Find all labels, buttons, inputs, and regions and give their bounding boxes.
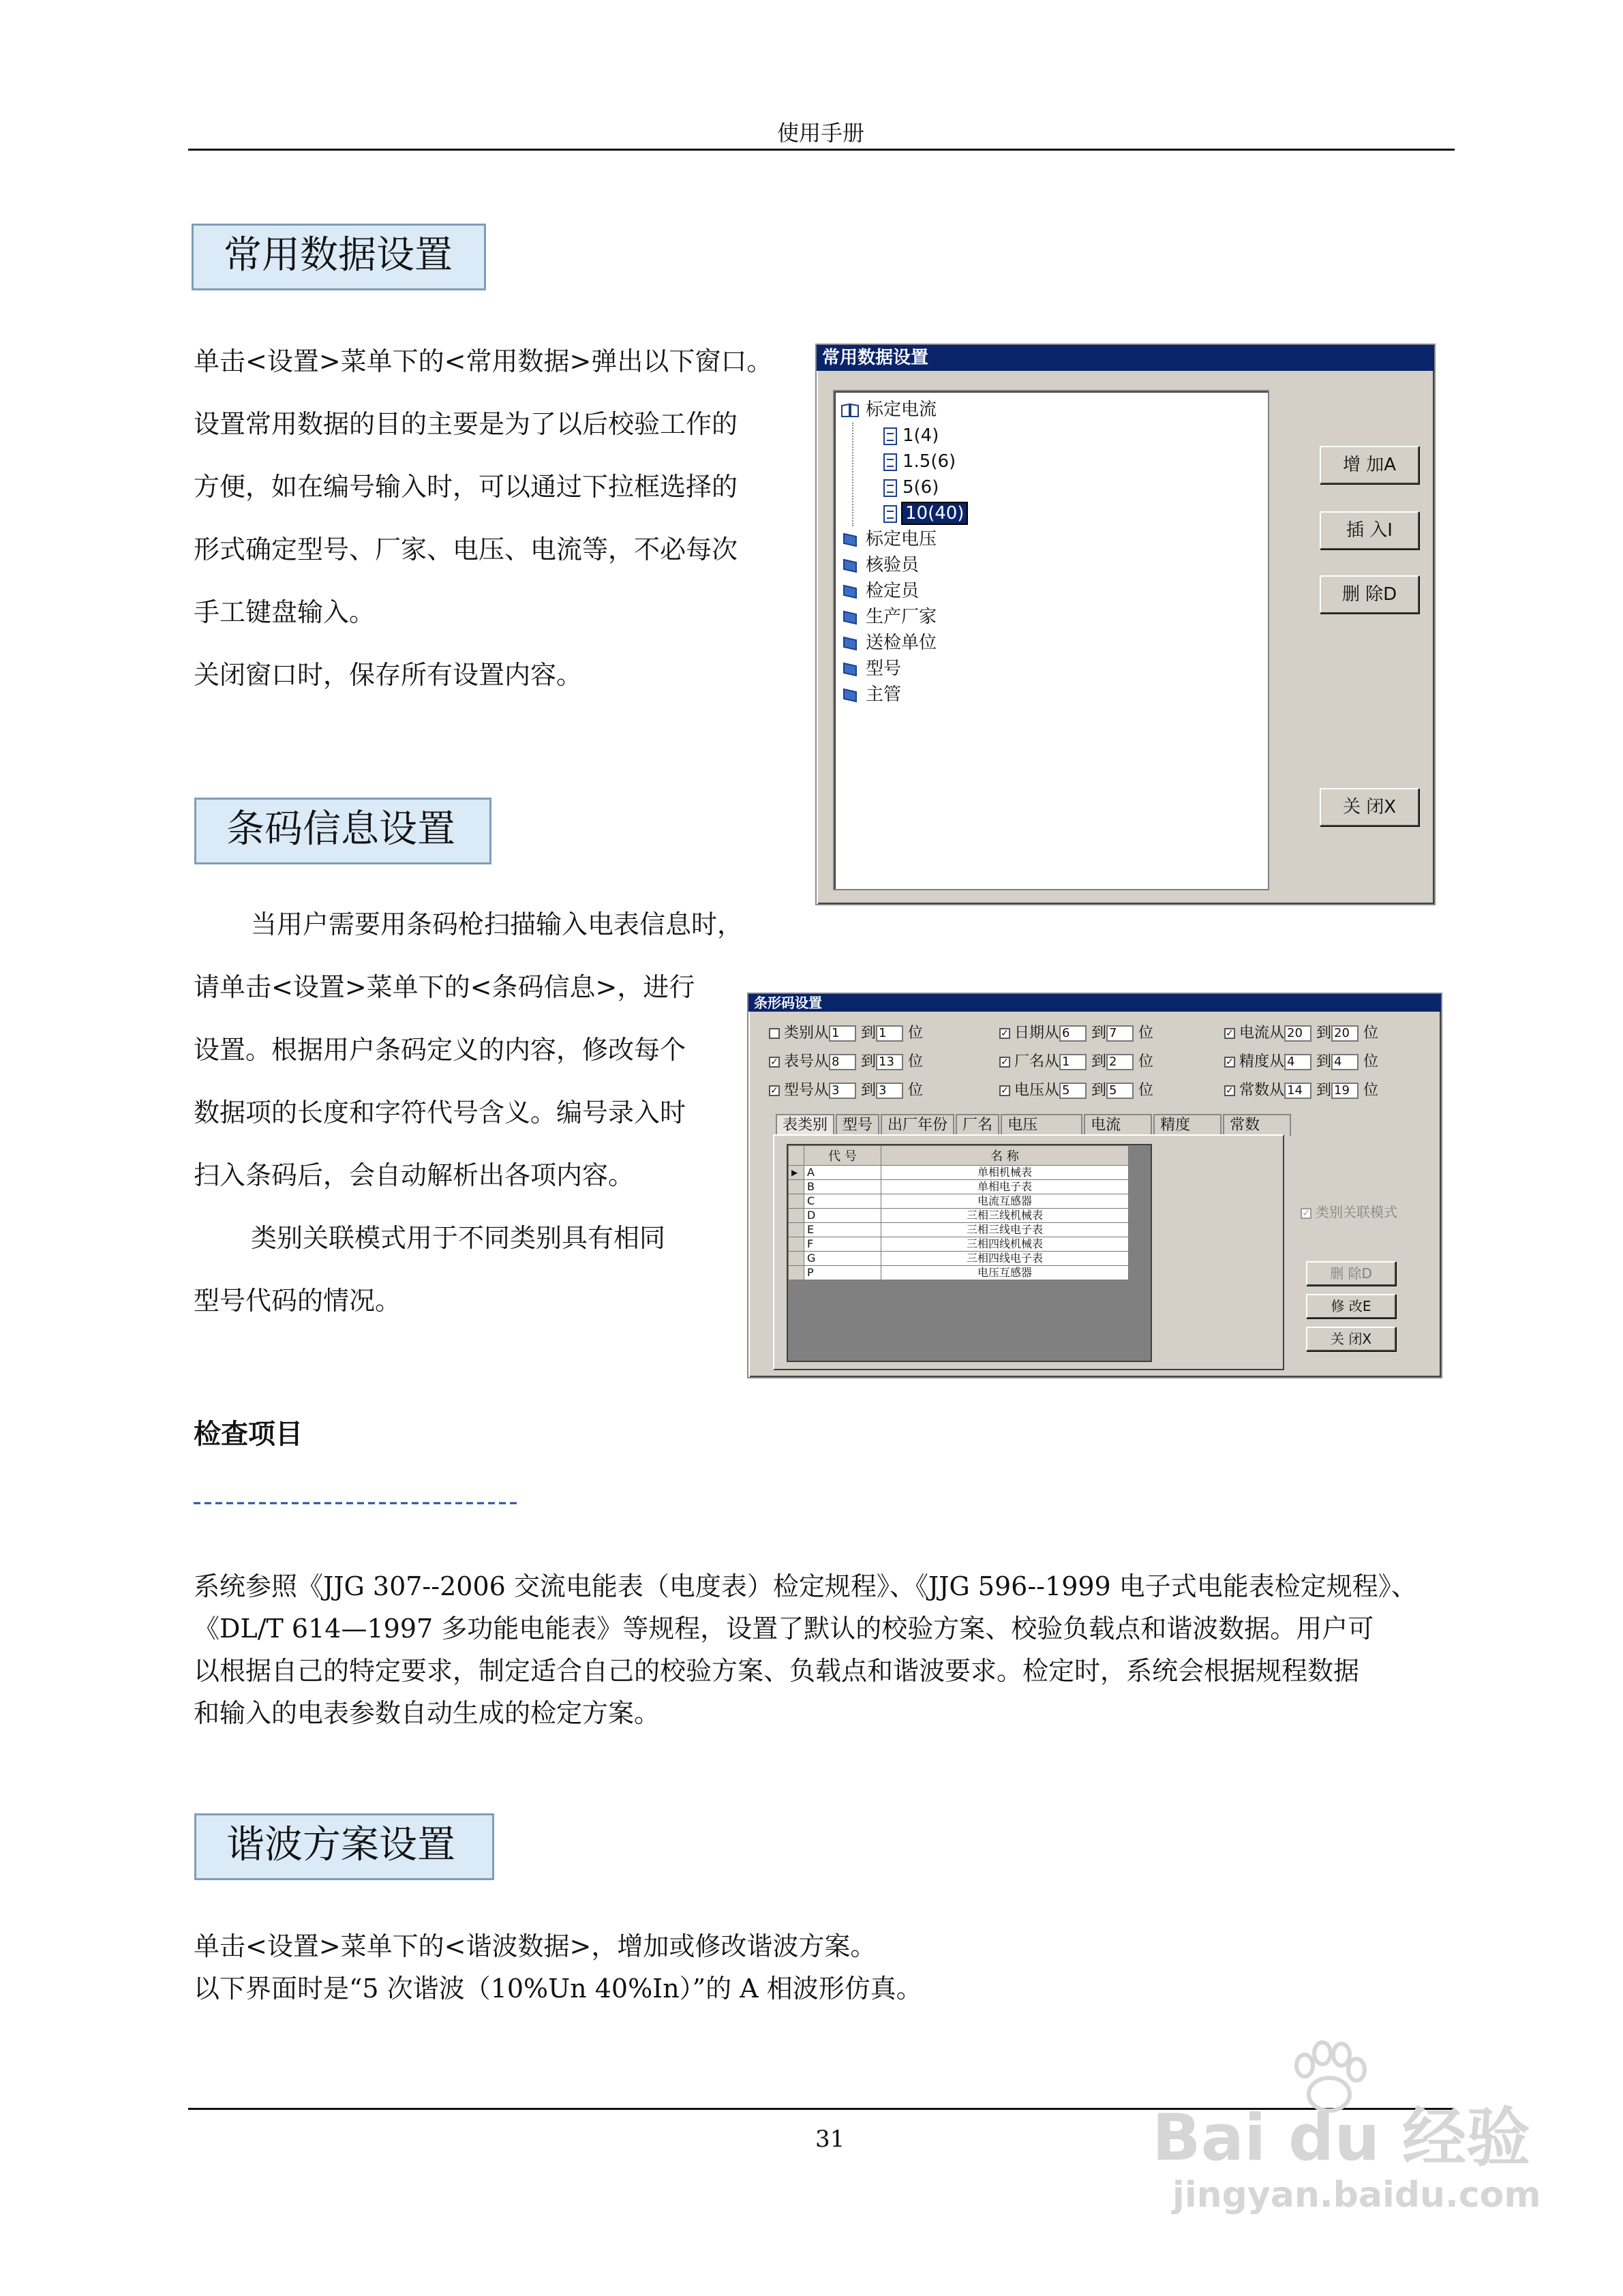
code-cell[interactable]: P bbox=[804, 1266, 881, 1280]
name-cell[interactable]: 电压互感器 bbox=[881, 1266, 1129, 1280]
to-label: 到 bbox=[861, 1053, 877, 1070]
to-input[interactable]: 19 bbox=[1331, 1083, 1359, 1099]
text-line: 以下界面时是“5 次谐波（10%Un 40%In）”的 A 相波形仿真。 bbox=[194, 1974, 922, 2004]
code-cell[interactable]: G bbox=[804, 1252, 881, 1266]
checkbox[interactable] bbox=[769, 1028, 780, 1039]
to-input[interactable]: 7 bbox=[1106, 1025, 1134, 1042]
text-line: 和输入的电表参数自动生成的检定方案。 bbox=[194, 1698, 661, 1728]
tab-category[interactable]: 表类别 bbox=[776, 1114, 834, 1136]
text-line: 单击<设置>菜单下的<常用数据>弹出以下窗口。 bbox=[194, 346, 773, 376]
to-label: 到 bbox=[1316, 1082, 1332, 1099]
common-data-dialog bbox=[815, 344, 1436, 905]
to-input[interactable]: 3 bbox=[876, 1083, 903, 1099]
code-cell[interactable]: C bbox=[804, 1194, 881, 1209]
field-label: 电流从 bbox=[1239, 1025, 1285, 1042]
close-button[interactable]: 关 闭X bbox=[1320, 788, 1419, 826]
name-cell[interactable]: 三相四线电子表 bbox=[881, 1252, 1129, 1266]
barcode-paragraph bbox=[194, 893, 793, 1332]
tab-accuracy[interactable]: 精度 bbox=[1153, 1114, 1222, 1136]
section-heading-barcode: 条码信息设置 bbox=[194, 798, 491, 864]
field-label: 类别从 bbox=[784, 1025, 830, 1042]
unit-label: 位 bbox=[1138, 1053, 1154, 1070]
tab-voltage[interactable]: 电压 bbox=[1001, 1114, 1082, 1136]
running-header: 使用手册 bbox=[777, 120, 865, 146]
tree-node[interactable] bbox=[841, 604, 967, 630]
from-input[interactable]: 20 bbox=[1284, 1025, 1311, 1042]
from-input[interactable]: 5 bbox=[1059, 1083, 1087, 1099]
tree-leaf-selected[interactable] bbox=[853, 500, 967, 526]
field-label: 厂名从 bbox=[1014, 1053, 1060, 1070]
book-icon bbox=[841, 662, 859, 677]
unit-label: 位 bbox=[1363, 1082, 1379, 1099]
tree-node[interactable] bbox=[841, 630, 967, 656]
to-label: 到 bbox=[861, 1025, 877, 1042]
tree-node[interactable] bbox=[841, 526, 967, 552]
checkbox[interactable]: ✓ bbox=[999, 1085, 1010, 1096]
tree-leaf-label: 1.5(6) bbox=[902, 451, 956, 472]
to-label: 到 bbox=[1316, 1025, 1332, 1042]
text-line: 设置常用数据的目的主要是为了以后校验工作的 bbox=[194, 409, 738, 439]
tree-node-label: 送检单位 bbox=[866, 633, 937, 653]
checkbox[interactable]: ✓ bbox=[769, 1057, 780, 1068]
to-input[interactable]: 1 bbox=[876, 1025, 903, 1042]
table-row[interactable] bbox=[789, 1166, 1129, 1180]
section-heading-harmonic: 谐波方案设置 bbox=[194, 1813, 494, 1880]
tree-leaf-label: 10(40) bbox=[902, 503, 967, 524]
code-table[interactable] bbox=[788, 1145, 1129, 1280]
from-input[interactable]: 14 bbox=[1284, 1083, 1311, 1099]
text-line: 关闭窗口时，保存所有设置内容。 bbox=[194, 660, 583, 690]
barcode-fields bbox=[769, 1021, 1437, 1107]
code-cell[interactable]: E bbox=[804, 1223, 881, 1237]
watermark-url: jingyan.baidu.com bbox=[1172, 2175, 1541, 2216]
text-line: 以根据自己的特定要求，制定适合自己的校验方案、负载点和谐波要求。检定时，系统会根据规程数据 bbox=[194, 1656, 1360, 1686]
tree-leaf[interactable] bbox=[853, 423, 967, 449]
to-label: 到 bbox=[861, 1082, 877, 1099]
dialog-title: 常用数据设置 bbox=[817, 345, 1434, 371]
table-row[interactable] bbox=[789, 1266, 1129, 1280]
unit-label: 位 bbox=[1138, 1025, 1154, 1042]
table-row[interactable] bbox=[789, 1223, 1129, 1237]
from-input[interactable]: 8 bbox=[829, 1054, 856, 1070]
add-button[interactable]: 增 加A bbox=[1320, 446, 1419, 484]
to-input[interactable]: 13 bbox=[876, 1054, 903, 1070]
from-input[interactable]: 1 bbox=[1059, 1054, 1087, 1070]
barcode-dialog bbox=[747, 993, 1442, 1378]
name-cell[interactable]: 单相机械表 bbox=[881, 1166, 1129, 1180]
modify-button[interactable]: 修 改E bbox=[1306, 1294, 1396, 1318]
document-icon bbox=[883, 505, 897, 523]
book-icon bbox=[841, 688, 859, 703]
unit-label: 位 bbox=[1363, 1053, 1379, 1070]
watermark-brand: Bai du 经验 bbox=[1152, 2101, 1530, 2175]
insert-button[interactable]: 插 入I bbox=[1320, 511, 1419, 549]
column-header: 名 称 bbox=[881, 1146, 1129, 1166]
book-icon bbox=[841, 558, 859, 573]
tree-node-label: 主管 bbox=[866, 684, 902, 705]
field-voltage[interactable] bbox=[999, 1078, 1153, 1100]
text-line: 扫入条码后，会自动解析出各项内容。 bbox=[194, 1160, 635, 1190]
delete-button[interactable]: 删 除D bbox=[1306, 1261, 1396, 1286]
common-data-paragraph bbox=[194, 330, 807, 706]
text-line: 形式确定型号、厂家、电压、电流等，不必每次 bbox=[194, 534, 738, 564]
text-line: 当用户需要用条码枪扫描输入电表信息时， bbox=[251, 909, 744, 939]
from-input[interactable]: 4 bbox=[1284, 1054, 1311, 1070]
section-heading-common-data: 常用数据设置 bbox=[192, 224, 486, 290]
tree-node[interactable] bbox=[841, 656, 967, 682]
text-line: 手工键盘输入。 bbox=[194, 597, 376, 627]
checkbox[interactable]: ✓ bbox=[1224, 1057, 1235, 1068]
name-cell[interactable]: 单相电子表 bbox=[881, 1180, 1129, 1194]
harmonic-paragraph bbox=[194, 1925, 1468, 2010]
book-icon bbox=[841, 610, 859, 625]
field-current[interactable] bbox=[1224, 1021, 1378, 1042]
document-icon bbox=[883, 427, 897, 445]
code-grid-frame bbox=[787, 1144, 1152, 1362]
tab-strip bbox=[776, 1114, 1292, 1136]
field-category[interactable] bbox=[769, 1021, 923, 1042]
tree-node-label: 检定员 bbox=[866, 581, 920, 601]
inspection-paragraph bbox=[194, 1565, 1468, 1734]
unit-label: 位 bbox=[908, 1025, 924, 1042]
table-row[interactable] bbox=[789, 1209, 1129, 1223]
text-line: 型号代码的情况。 bbox=[194, 1286, 401, 1316]
field-label: 电压从 bbox=[1014, 1082, 1060, 1099]
to-label: 到 bbox=[1091, 1082, 1107, 1099]
tree-view[interactable] bbox=[833, 390, 1269, 890]
to-label: 到 bbox=[1091, 1053, 1107, 1070]
to-label: 到 bbox=[1316, 1053, 1332, 1070]
text-line: 方便，如在编号输入时，可以通过下拉框选择的 bbox=[194, 472, 738, 502]
page-number: 31 bbox=[815, 2126, 845, 2153]
code-cell[interactable]: D bbox=[804, 1209, 881, 1223]
tree-node-label: 标定电流 bbox=[866, 399, 937, 420]
to-label: 到 bbox=[1091, 1025, 1107, 1042]
barcode-field-row bbox=[769, 1050, 1437, 1078]
unit-label: 位 bbox=[908, 1082, 924, 1099]
field-meter-no[interactable] bbox=[769, 1050, 923, 1071]
checkbox[interactable]: ✓ bbox=[1301, 1208, 1311, 1219]
tree-leaf[interactable] bbox=[853, 449, 967, 474]
text-line: 系统参照《JJG 307--2006 交流电能表（电度表）检定规程》、《JJG 596--1999 电子式电能表检定规程》、 bbox=[194, 1571, 1417, 1601]
tree-node[interactable] bbox=[841, 682, 967, 708]
tree-leaf[interactable] bbox=[853, 474, 967, 500]
section-heading-inspection: 检查项目 bbox=[194, 1418, 303, 1450]
tree-node-label: 标定电压 bbox=[866, 529, 937, 549]
checkbox[interactable]: ✓ bbox=[999, 1057, 1010, 1068]
field-date[interactable] bbox=[999, 1021, 1153, 1042]
book-icon bbox=[841, 532, 859, 547]
table-row[interactable] bbox=[789, 1252, 1129, 1266]
field-model[interactable] bbox=[769, 1078, 923, 1100]
tree-node-label: 生产厂家 bbox=[866, 607, 937, 627]
field-label: 精度从 bbox=[1239, 1053, 1285, 1070]
tab-model[interactable]: 型号 bbox=[836, 1114, 879, 1136]
checkbox[interactable]: ✓ bbox=[1224, 1085, 1235, 1096]
text-line: 请单击<设置>菜单下的<条码信息>，进行 bbox=[194, 972, 695, 1002]
tree-node-label: 型号 bbox=[866, 659, 902, 679]
table-row[interactable] bbox=[789, 1180, 1129, 1194]
assoc-mode-label: 类别关联模式 bbox=[1316, 1204, 1397, 1220]
text-line: 数据项的长度和字符代号含义。编号录入时 bbox=[194, 1098, 686, 1128]
to-input[interactable]: 20 bbox=[1331, 1025, 1359, 1042]
to-input[interactable]: 5 bbox=[1106, 1083, 1134, 1099]
checkbox[interactable]: ✓ bbox=[769, 1085, 780, 1096]
from-input[interactable]: 6 bbox=[1059, 1025, 1087, 1042]
field-label: 日期从 bbox=[1014, 1025, 1060, 1042]
book-icon bbox=[841, 636, 859, 651]
name-cell[interactable]: 三相四线机械表 bbox=[881, 1237, 1129, 1252]
book-icon bbox=[841, 584, 859, 599]
field-maker[interactable] bbox=[999, 1050, 1153, 1071]
barcode-field-row bbox=[769, 1021, 1437, 1050]
header-rule bbox=[188, 149, 1455, 151]
text-line: 类别关联模式用于不同类别具有相同 bbox=[251, 1223, 666, 1253]
column-header: 代 号 bbox=[804, 1146, 881, 1166]
tree-node[interactable] bbox=[841, 578, 967, 604]
text-line: 单击<设置>菜单下的<谐波数据>，增加或修改谐波方案。 bbox=[194, 1931, 877, 1961]
unit-label: 位 bbox=[908, 1053, 924, 1070]
dialog-title: 条形码设置 bbox=[748, 994, 1441, 1012]
delete-button[interactable]: 删 除D bbox=[1320, 575, 1419, 614]
tree-leaf-label: 5(6) bbox=[902, 477, 939, 498]
unit-label: 位 bbox=[1138, 1082, 1154, 1099]
open-book-icon bbox=[841, 403, 859, 418]
field-label: 常数从 bbox=[1239, 1082, 1285, 1099]
tree-node-label: 核验员 bbox=[866, 555, 920, 575]
name-cell[interactable]: 三相三线机械表 bbox=[881, 1209, 1129, 1223]
assoc-mode-checkbox[interactable] bbox=[1301, 1201, 1397, 1221]
tree-node-root[interactable] bbox=[841, 397, 967, 423]
checkbox[interactable]: ✓ bbox=[1224, 1028, 1235, 1039]
tab-constant[interactable]: 常数 bbox=[1223, 1114, 1291, 1136]
checkbox[interactable]: ✓ bbox=[999, 1028, 1010, 1039]
tab-maker[interactable]: 厂名 bbox=[956, 1114, 999, 1136]
close-button[interactable]: 关 闭X bbox=[1306, 1327, 1396, 1351]
code-cell[interactable]: B bbox=[804, 1180, 881, 1194]
document-icon bbox=[883, 453, 897, 471]
tab-year[interactable]: 出厂年份 bbox=[881, 1114, 954, 1136]
row-pointer-icon: ▶ bbox=[789, 1166, 804, 1180]
table-header-row bbox=[789, 1146, 1129, 1166]
tree-leaf-label: 1(4) bbox=[902, 425, 939, 446]
from-input[interactable]: 3 bbox=[829, 1083, 856, 1099]
to-input[interactable]: 2 bbox=[1106, 1054, 1134, 1070]
field-label: 型号从 bbox=[784, 1082, 830, 1099]
text-line: 《DL/T 614—1997 多功能电能表》等规程，设置了默认的校验方案、校验负载点和谐波数据。用户可 bbox=[194, 1614, 1374, 1644]
unit-label: 位 bbox=[1363, 1025, 1379, 1042]
tab-current[interactable]: 电流 bbox=[1084, 1114, 1152, 1136]
field-accuracy[interactable] bbox=[1224, 1050, 1378, 1071]
tree-node[interactable] bbox=[841, 552, 967, 578]
to-input[interactable]: 4 bbox=[1331, 1054, 1359, 1070]
code-cell[interactable]: F bbox=[804, 1237, 881, 1252]
barcode-field-row bbox=[769, 1078, 1437, 1107]
table-row[interactable] bbox=[789, 1237, 1129, 1252]
text-line: 设置。根据用户条码定义的内容，修改每个 bbox=[194, 1035, 686, 1065]
document-icon bbox=[883, 479, 897, 497]
code-cell[interactable]: A bbox=[804, 1166, 881, 1180]
name-cell[interactable]: 三相三线电子表 bbox=[881, 1223, 1129, 1237]
field-constant[interactable] bbox=[1224, 1078, 1378, 1100]
dashed-underline bbox=[194, 1498, 517, 1508]
field-label: 表号从 bbox=[784, 1053, 830, 1070]
from-input[interactable]: 1 bbox=[829, 1025, 856, 1042]
table-row[interactable] bbox=[789, 1194, 1129, 1209]
name-cell[interactable]: 电流互感器 bbox=[881, 1194, 1129, 1209]
